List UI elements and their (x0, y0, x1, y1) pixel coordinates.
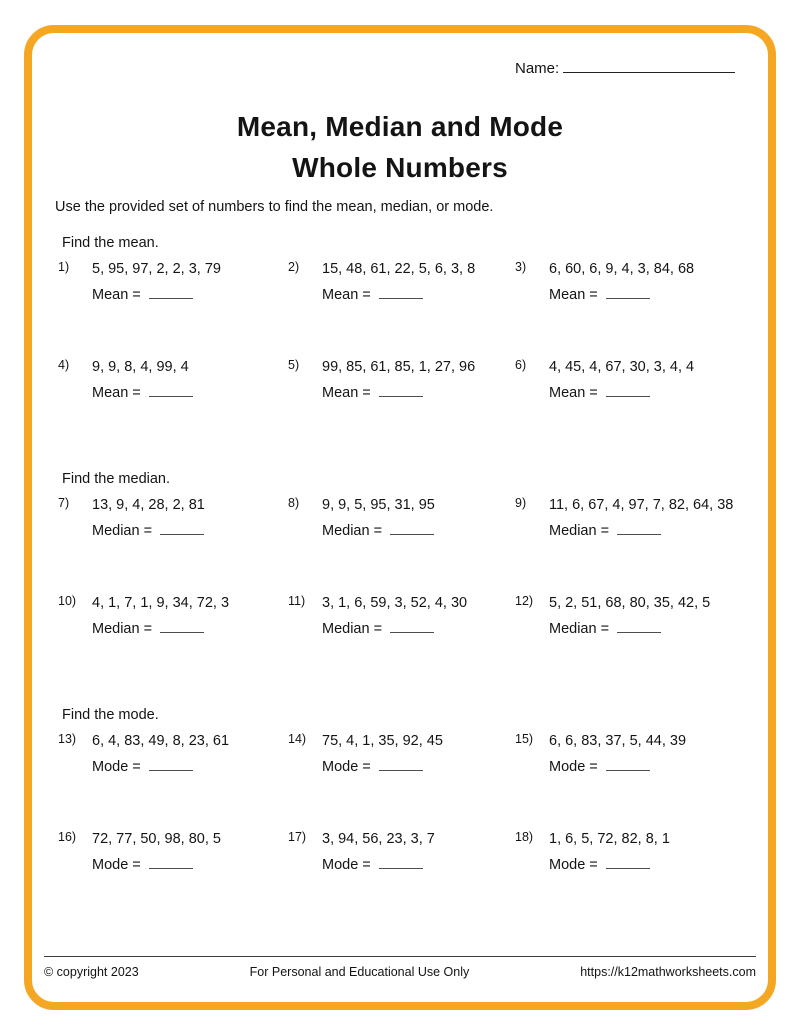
name-row (515, 59, 735, 77)
answer-blank[interactable] (160, 620, 204, 633)
problem-8 (288, 497, 515, 552)
answer-label: Mean = (549, 287, 598, 303)
problem-15 (515, 733, 764, 788)
section-heading-mean: Find the mean. (62, 235, 159, 251)
problem-numbers: 6, 6, 83, 37, 5, 44, 39 (549, 733, 687, 749)
problem-9 (515, 497, 764, 552)
answer-label: Mean = (549, 385, 598, 401)
problem-4 (58, 359, 288, 414)
page-title-line2: Whole Numbers (292, 152, 508, 183)
answer-blank[interactable] (160, 522, 204, 535)
answer-label: Median = (549, 621, 610, 637)
answer-label: Mode = (322, 759, 371, 775)
answer-blank[interactable] (606, 384, 650, 397)
problem-number: 9) (515, 496, 527, 510)
problem-numbers: 4, 45, 4, 67, 30, 3, 4, 4 (549, 359, 695, 375)
answer-blank[interactable] (149, 758, 193, 771)
answer-blank[interactable] (149, 856, 193, 869)
answer-blank[interactable] (379, 856, 423, 869)
answer-label: Mean = (92, 385, 141, 401)
answer-label: Median = (322, 523, 383, 539)
answer-label: Mean = (322, 287, 371, 303)
problem-numbers: 99, 85, 61, 85, 1, 27, 96 (322, 359, 476, 375)
section-heading-mode: Find the mode. (62, 707, 159, 723)
problem-numbers: 6, 60, 6, 9, 4, 3, 84, 68 (549, 261, 695, 277)
page-title-line1: Mean, Median and Mode (236, 111, 564, 142)
problem-3 (515, 261, 764, 316)
section-heading-median: Find the median. (62, 471, 171, 487)
problem-17 (288, 831, 515, 886)
answer-blank[interactable] (390, 522, 434, 535)
answer-label: Mean = (322, 385, 371, 401)
median-problem-grid (58, 497, 764, 650)
answer-blank[interactable] (379, 286, 423, 299)
problem-number: 10) (58, 594, 77, 608)
answer-blank[interactable] (149, 384, 193, 397)
problem-number: 13) (58, 732, 77, 746)
answer-label: Mode = (549, 759, 598, 775)
mean-problem-grid (58, 261, 764, 414)
answer-blank[interactable] (606, 758, 650, 771)
answer-label: Median = (92, 621, 153, 637)
problem-numbers: 9, 9, 5, 95, 31, 95 (322, 497, 435, 513)
section-mode (58, 707, 764, 886)
problem-numbers: 15, 48, 61, 22, 5, 6, 3, 8 (322, 261, 476, 277)
problem-numbers: 1, 6, 5, 72, 82, 8, 1 (549, 831, 670, 847)
problem-numbers: 75, 4, 1, 35, 92, 45 (322, 733, 443, 749)
problem-12 (515, 595, 764, 650)
problem-number: 17) (288, 830, 307, 844)
problem-number: 8) (288, 496, 300, 510)
problem-number: 15) (515, 732, 534, 746)
answer-blank[interactable] (149, 286, 193, 299)
answer-blank[interactable] (379, 758, 423, 771)
problem-1 (58, 261, 288, 316)
problem-number: 6) (515, 358, 527, 372)
problem-number: 1) (58, 260, 70, 274)
problem-numbers: 5, 95, 97, 2, 2, 3, 79 (92, 261, 221, 277)
problem-number: 3) (515, 260, 527, 274)
problem-16 (58, 831, 288, 886)
problem-18 (515, 831, 764, 886)
answer-blank[interactable] (379, 384, 423, 397)
problem-5 (288, 359, 515, 414)
answer-blank[interactable] (606, 856, 650, 869)
name-input-line[interactable] (563, 59, 735, 73)
name-label: Name: (515, 60, 560, 77)
problem-numbers: 13, 9, 4, 28, 2, 81 (92, 497, 205, 513)
footer-copyright: © copyright 2023 (44, 965, 139, 979)
problem-14 (288, 733, 515, 788)
footer-url-link[interactable]: https://k12mathworksheets.com (580, 965, 756, 979)
answer-label: Mean = (92, 287, 141, 303)
problem-number: 16) (58, 830, 77, 844)
problem-number: 11) (288, 594, 306, 608)
problem-numbers: 5, 2, 51, 68, 80, 35, 42, 5 (549, 595, 711, 611)
problem-numbers: 3, 94, 56, 23, 3, 7 (322, 831, 435, 847)
problem-numbers: 6, 4, 83, 49, 8, 23, 61 (92, 733, 230, 749)
problem-10 (58, 595, 288, 650)
answer-blank[interactable] (617, 620, 661, 633)
answer-label: Mode = (322, 857, 371, 873)
problem-number: 18) (515, 830, 534, 844)
answer-label: Mode = (92, 857, 141, 873)
problem-number: 5) (288, 358, 300, 372)
section-mean (58, 235, 764, 414)
problem-2 (288, 261, 515, 316)
problem-numbers: 3, 1, 6, 59, 3, 52, 4, 30 (322, 595, 468, 611)
answer-blank[interactable] (390, 620, 434, 633)
instruction-text: Use the provided set of numbers to find the mean, median, or mode. (55, 199, 494, 215)
problem-numbers: 11, 6, 67, 4, 97, 7, 82, 64, 38 (549, 497, 734, 513)
footer-usage-note: For Personal and Educational Use Only (249, 965, 470, 979)
answer-label: Median = (92, 523, 153, 539)
problem-11 (288, 595, 515, 650)
problem-7 (58, 497, 288, 552)
mode-problem-grid (58, 733, 764, 886)
problem-number: 2) (288, 260, 300, 274)
problem-number: 4) (58, 358, 70, 372)
answer-blank[interactable] (617, 522, 661, 535)
footer (44, 956, 756, 979)
problem-numbers: 72, 77, 50, 98, 80, 5 (92, 831, 221, 847)
problem-number: 14) (288, 732, 307, 746)
answer-label: Median = (322, 621, 383, 637)
answer-label: Median = (549, 523, 610, 539)
page-title (0, 106, 800, 188)
problem-numbers: 4, 1, 7, 1, 9, 34, 72, 3 (92, 595, 230, 611)
problem-6 (515, 359, 764, 414)
problem-numbers: 9, 9, 8, 4, 99, 4 (92, 359, 189, 375)
problem-13 (58, 733, 288, 788)
section-median (58, 471, 764, 650)
answer-label: Mode = (549, 857, 598, 873)
answer-blank[interactable] (606, 286, 650, 299)
problem-number: 7) (58, 496, 70, 510)
problem-number: 12) (515, 594, 534, 608)
answer-label: Mode = (92, 759, 141, 775)
